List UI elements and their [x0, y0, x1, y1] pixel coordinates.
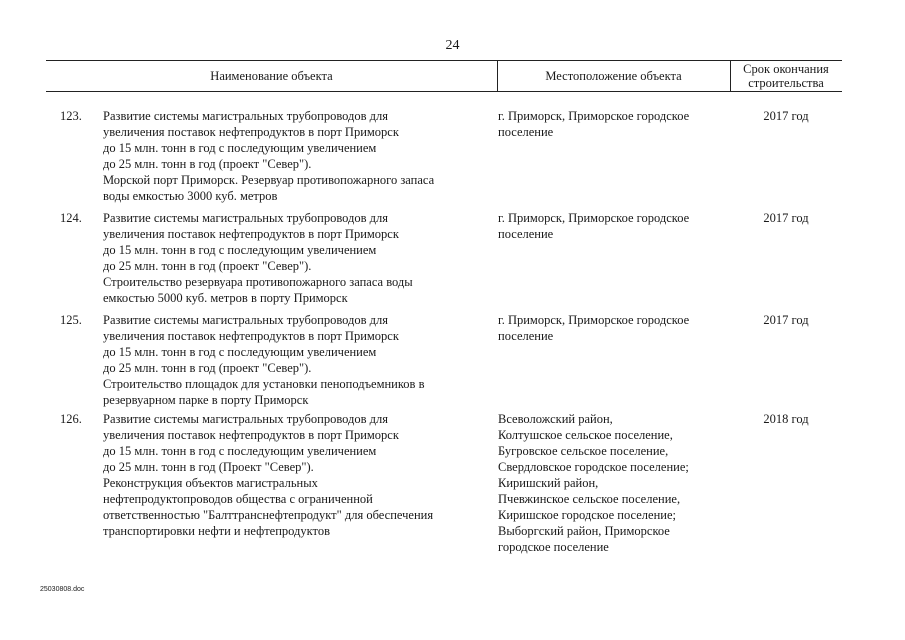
name-line: до 15 млн. тонн в год с последующим увеличением [103, 141, 377, 155]
name-line: транспортировки нефти и нефтепродуктов [103, 524, 330, 538]
location-line: г. Приморск, Приморское городское [498, 109, 690, 123]
location-line: Всеволожский район, [498, 412, 613, 426]
row-number: 126. [60, 412, 82, 426]
row-object-location [498, 108, 730, 140]
name-line: до 25 млн. тонн в год (Проект "Север"). [103, 460, 314, 474]
document-file-reference: 25030808.doc [40, 586, 85, 593]
row-object-location [498, 411, 730, 555]
row-number: 125. [60, 313, 82, 327]
location-line: Пчевжинское сельское поселение, [498, 492, 681, 506]
row-object-name [103, 411, 488, 539]
header-completion-term [730, 60, 842, 91]
name-line: до 15 млн. тонн в год с последующим увеличением [103, 345, 377, 359]
location-line: Киришский район, [498, 476, 599, 490]
row-object-name [103, 312, 488, 408]
row-completion-term: 2017 год [763, 313, 809, 327]
name-line: до 15 млн. тонн в год с последующим увеличением [103, 243, 377, 257]
location-line: Выборгский район, Приморское [498, 524, 670, 538]
location-line: Бугровское сельское поселение, [498, 444, 669, 458]
table-header-bottom-rule [46, 91, 842, 92]
location-line: г. Приморск, Приморское городское [498, 313, 690, 327]
name-line: Развитие системы магистральных трубопроводов для [103, 313, 389, 327]
name-line: до 25 млн. тонн в год (проект "Север"). [103, 259, 312, 273]
location-line: г. Приморск, Приморское городское [498, 211, 690, 225]
header-object-name: Наименование объекта [210, 68, 333, 83]
row-number: 123. [60, 109, 82, 123]
name-line: Развитие системы магистральных трубопроводов для [103, 412, 389, 426]
page-number: 24 [445, 38, 460, 53]
row-object-name [103, 210, 488, 306]
name-line: воды емкостью 3000 куб. метров [103, 189, 278, 203]
name-line: увеличения поставок нефтепродуктов в порт Приморск [103, 125, 399, 139]
name-line: нефтепродуктопроводов общества с ограниченной [103, 492, 373, 506]
location-line: Колтушское сельское поселение, [498, 428, 673, 442]
name-line: емкостью 5000 куб. метров в порту Приморск [103, 291, 348, 305]
name-line: увеличения поставок нефтепродуктов в порт Приморск [103, 329, 399, 343]
name-line: Строительство площадок для установки пеноподъемников в [103, 377, 425, 391]
name-line: увеличения поставок нефтепродуктов в порт Приморск [103, 428, 399, 442]
location-line: поселение [498, 125, 554, 139]
name-line: Строительство резервуара противопожарного запаса воды [103, 275, 413, 289]
row-completion-term: 2018 год [763, 412, 809, 426]
name-line: Реконструкция объектов магистральных [103, 476, 318, 490]
row-completion-term: 2017 год [763, 211, 809, 225]
header-object-location: Местоположение объекта [545, 68, 682, 83]
location-line: поселение [498, 227, 554, 241]
name-line: Морской порт Приморск. Резервуар противопожарного запаса [103, 173, 435, 187]
row-object-location [498, 312, 730, 344]
location-line: Киришское городское поселение; [498, 508, 676, 522]
name-line: до 25 млн. тонн в год (проект "Север"). [103, 361, 312, 375]
name-line: Развитие системы магистральных трубопроводов для [103, 211, 389, 225]
row-object-location [498, 210, 730, 242]
name-line: Развитие системы магистральных трубопроводов для [103, 109, 389, 123]
location-line: поселение [498, 329, 554, 343]
location-line: городское поселение [498, 540, 609, 554]
name-line: увеличения поставок нефтепродуктов в порт Приморск [103, 227, 399, 241]
name-line: до 25 млн. тонн в год (проект "Север"). [103, 157, 312, 171]
location-line: Свердловское городское поселение; [498, 460, 689, 474]
row-number: 124. [60, 211, 82, 225]
row-completion-term: 2017 год [763, 109, 809, 123]
name-line: резервуарном парке в порту Приморск [103, 393, 309, 407]
name-line: до 15 млн. тонн в год с последующим увеличением [103, 444, 377, 458]
header-term-line: Срок окончания [743, 61, 829, 76]
header-term-line: строительства [748, 75, 824, 90]
name-line: ответственностью "Балттранснефтепродукт" для обеспечения [103, 508, 434, 522]
row-object-name [103, 108, 488, 204]
